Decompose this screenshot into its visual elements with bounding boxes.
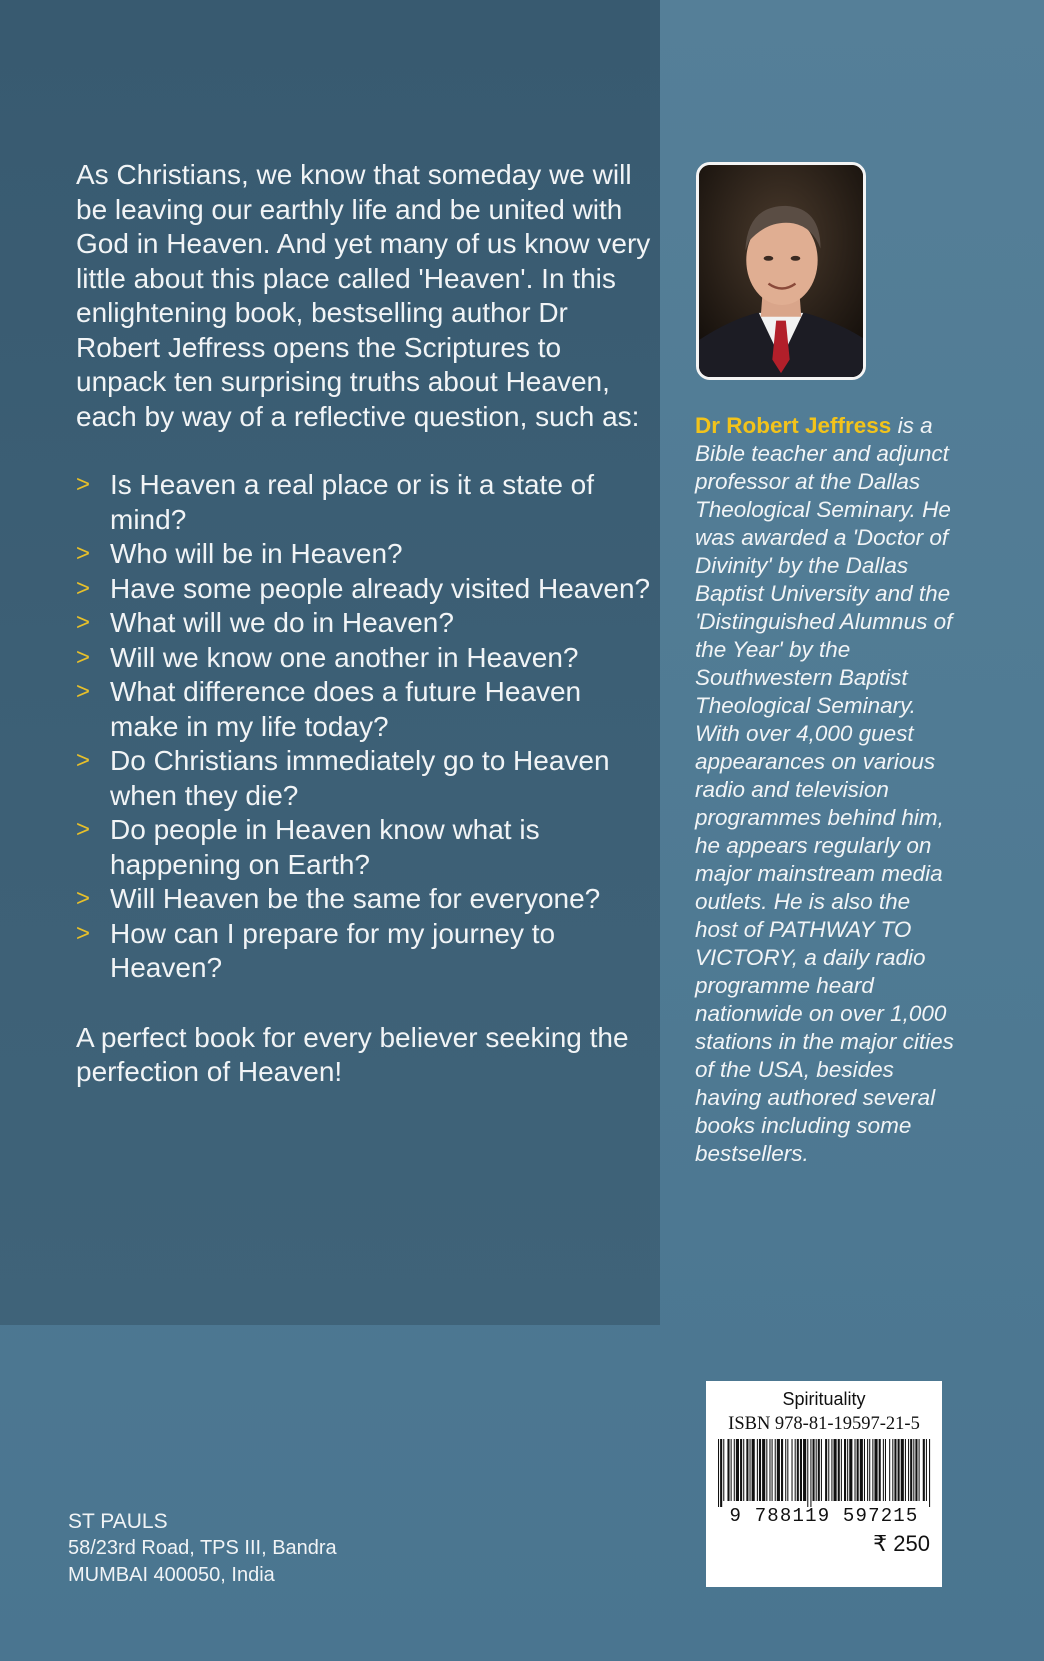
barcode-bar xyxy=(874,1439,877,1501)
list-item xyxy=(76,744,656,813)
barcode-bar xyxy=(885,1439,886,1501)
barcode-bar xyxy=(898,1439,900,1501)
chevron-right-icon: > xyxy=(76,885,91,912)
question-text: Do Christians immediately go to Heaven when they die? xyxy=(110,745,610,811)
barcode-bar xyxy=(929,1439,930,1507)
question-text: Is Heaven a real place or is it a state of mind? xyxy=(110,469,595,535)
barcode-bar xyxy=(792,1439,793,1501)
list-item xyxy=(76,537,656,572)
barcode-bar xyxy=(913,1439,914,1501)
barcode-bar xyxy=(795,1439,796,1501)
barcode-bar xyxy=(775,1439,776,1501)
isbn-number: ISBN 978-81-19597-21-5 xyxy=(728,1414,920,1434)
list-item xyxy=(76,468,656,537)
barcode-bar xyxy=(762,1439,765,1501)
barcode-bar xyxy=(736,1439,739,1501)
author-name: Dr Robert Jeffress xyxy=(695,413,892,438)
list-item xyxy=(76,572,656,607)
barcode-bar xyxy=(797,1439,799,1501)
question-text: Have some people already visited Heaven? xyxy=(110,572,651,604)
barcode-bar xyxy=(781,1439,783,1501)
barcode-bar xyxy=(821,1439,822,1501)
book-blurb xyxy=(76,158,656,1090)
barcode-bar xyxy=(766,1439,767,1501)
barcode-bar xyxy=(919,1439,920,1501)
barcode-bar xyxy=(816,1439,817,1501)
list-item xyxy=(76,917,656,986)
barcode-bar xyxy=(800,1439,802,1501)
barcode-bar xyxy=(769,1439,770,1501)
barcode-bar xyxy=(855,1439,856,1501)
author-bio-text: is a Bible teacher and adjunct professor at the Dallas Theological Seminary. He was awarded a 'Doctor of Divinity' by the Dallas Baptist University and the 'Distinguished Alumnus of the Year' by the Southwestern Baptist Theological Seminary. With over 4,000 guest appearances on various radio and television programmes behind him, he appears regularly on major mainstream media outlets. He is also the host of PATHWAY TO VICTORY, a daily radio programme heard nationwide on over 1,000 stations in the major cities of the USA, besides having authored several books including some bestsellers. xyxy=(695,413,954,1166)
barcode-bar xyxy=(847,1439,848,1501)
barcode-bar xyxy=(734,1439,735,1501)
barcode-bar xyxy=(810,1439,811,1507)
barcode-bar xyxy=(838,1439,840,1501)
barcode-bar xyxy=(813,1439,815,1501)
barcode-bar xyxy=(750,1439,751,1501)
chevron-right-icon: > xyxy=(76,816,91,843)
barcode-bar xyxy=(743,1439,744,1501)
barcode-bar xyxy=(831,1439,832,1501)
publisher-name: ST PAULS xyxy=(68,1510,168,1533)
list-item xyxy=(76,606,656,641)
barcode-bar xyxy=(869,1439,870,1501)
chevron-right-icon: > xyxy=(76,609,91,636)
barcode-bar xyxy=(879,1439,881,1501)
barcode-bar xyxy=(844,1439,846,1501)
blurb-intro: As Christians, we know that someday we will be leaving our earthly life and be united with God in Heaven. And yet many of us know very little about this place called 'Heaven'. In this enlightening book, bestselling author Dr Robert Jeffress opens the Scriptures to unpack ten surprising truths about Heaven, each by way of a reflective question, such as: xyxy=(76,159,651,432)
question-list xyxy=(76,468,656,986)
barcode-bar xyxy=(718,1439,719,1507)
barcode-bar xyxy=(807,1439,808,1507)
barcode-bar xyxy=(740,1439,742,1501)
barcode-bar xyxy=(872,1439,873,1501)
blurb-closing: A perfect book for every believer seeking the perfection of Heaven! xyxy=(76,1021,629,1087)
question-text: What will we do in Heaven? xyxy=(110,607,454,638)
author-portrait-icon xyxy=(696,162,866,380)
category-label: Spirituality xyxy=(782,1389,866,1409)
chevron-right-icon: > xyxy=(76,574,91,602)
publisher-info xyxy=(68,1508,337,1589)
chevron-right-icon: > xyxy=(76,643,91,671)
barcode-bar xyxy=(883,1439,884,1501)
barcode-bar xyxy=(923,1439,925,1501)
barcode-bar xyxy=(892,1439,893,1501)
barcode-bar xyxy=(860,1439,863,1501)
chevron-right-icon: > xyxy=(76,919,91,947)
question-text: Will we know one another in Heaven? xyxy=(110,641,579,673)
barcode-bar xyxy=(731,1439,732,1501)
question-text: Do people in Heaven know what is happening on Earth? xyxy=(110,814,540,880)
barcode-bar xyxy=(757,1439,758,1501)
list-item xyxy=(76,882,656,917)
barcode-icon xyxy=(716,1439,932,1507)
barcode-bar xyxy=(759,1439,761,1501)
barcode-bar xyxy=(849,1439,852,1501)
question-text: Will Heaven be the same for everyone? xyxy=(110,883,601,914)
barcode-bar xyxy=(818,1439,820,1501)
barcode-bar xyxy=(746,1439,748,1501)
publisher-address-line1: 58/23rd Road, TPS III, Bandra xyxy=(68,1537,337,1559)
barcode-bar xyxy=(889,1439,890,1501)
barcode-bar xyxy=(777,1439,780,1501)
publisher-address-line2: MUMBAI 400050, India xyxy=(68,1564,275,1586)
barcode-bar xyxy=(901,1439,904,1501)
question-text: Who will be in Heaven? xyxy=(110,538,403,569)
barcode-bar xyxy=(926,1439,927,1501)
chevron-right-icon: > xyxy=(76,540,91,567)
barcode-bar xyxy=(910,1439,912,1501)
list-item xyxy=(76,675,656,744)
barcode-digits: 9 788119 597215 xyxy=(729,1505,919,1527)
question-text: What difference does a future Heaven make in my life today? xyxy=(110,676,582,742)
author-bio xyxy=(695,412,955,1168)
barcode-bar xyxy=(828,1439,829,1501)
list-item xyxy=(76,641,656,676)
barcode-bar xyxy=(785,1439,786,1501)
barcode-bar xyxy=(864,1439,865,1501)
chevron-right-icon: > xyxy=(76,747,91,774)
list-item xyxy=(76,813,656,882)
barcode-bar xyxy=(908,1439,909,1501)
barcode-bar xyxy=(723,1439,724,1501)
barcode-bar xyxy=(772,1439,773,1501)
barcode-bar xyxy=(857,1439,859,1501)
barcode-bar xyxy=(834,1439,837,1501)
barcode-bar xyxy=(915,1439,917,1501)
price-label: ₹ 250 xyxy=(873,1531,930,1556)
barcode-bar xyxy=(894,1439,896,1501)
question-text: How can I prepare for my journey to Heaven? xyxy=(110,917,556,983)
barcode-label xyxy=(706,1381,942,1587)
chevron-right-icon: > xyxy=(76,678,91,705)
barcode-bar xyxy=(752,1439,755,1501)
barcode-bar xyxy=(727,1439,729,1501)
barcode-bar xyxy=(720,1439,722,1507)
barcode-bar xyxy=(803,1439,806,1501)
barcode-bar xyxy=(867,1439,868,1501)
chevron-right-icon: > xyxy=(76,471,91,498)
barcode-bar xyxy=(905,1439,906,1501)
barcode-bar xyxy=(825,1439,827,1501)
barcode-bar xyxy=(841,1439,842,1501)
barcode-bar xyxy=(787,1439,788,1501)
